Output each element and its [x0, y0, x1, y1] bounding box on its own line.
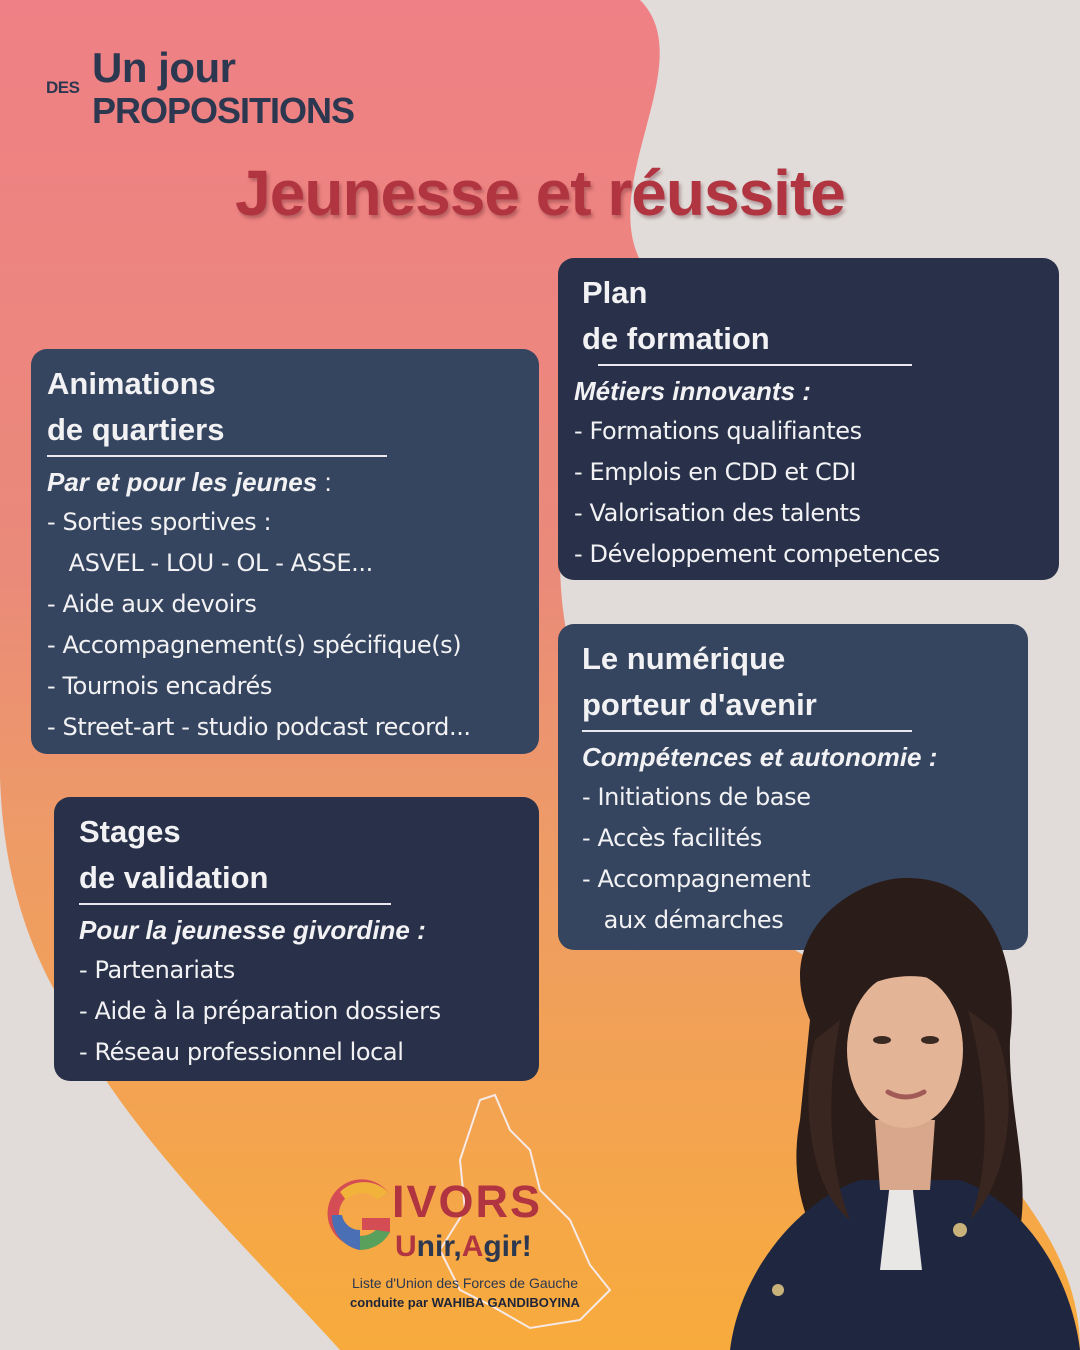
list-item: - Accompagnement(s) spécifique(s): [47, 631, 462, 659]
card-subtitle: [47, 467, 539, 498]
tagline-agir: gir!: [483, 1230, 532, 1263]
list-item: - Accompagnement: [582, 865, 811, 893]
card-subtitle: Pour la jeunesse givordine :: [79, 915, 426, 945]
candidate-portrait: [690, 870, 1080, 1350]
givors-logo: [300, 1090, 630, 1330]
list-item: aux démarches: [582, 906, 784, 934]
card-stages-validation: [54, 797, 539, 1081]
title-underline: [598, 364, 912, 366]
title-underline: [47, 455, 387, 457]
card-subtitle: Compétences et autonomie :: [582, 742, 938, 772]
card-title-line1: Le numérique: [582, 641, 786, 676]
card-plan-formation: [558, 258, 1059, 580]
list-item: - Street-art - studio podcast record...: [47, 713, 471, 741]
card-title-line2: de quartiers: [47, 412, 225, 447]
list-item: ASVEL - LOU - OL - ASSE...: [47, 549, 373, 577]
header-un-jour: Un jour: [92, 44, 236, 91]
card-title-line2: porteur d'avenir: [582, 687, 817, 722]
givors-g-icon: [320, 1170, 400, 1260]
logo-leader: conduite par WAHIBA GANDIBOYINA: [350, 1295, 580, 1310]
card-subtitle: Métiers innovants :: [574, 376, 811, 406]
tagline-unir: nir,: [416, 1230, 462, 1263]
subtitle-colon: :: [317, 467, 332, 497]
subtitle-text: Par et pour les jeunes: [47, 467, 318, 497]
list-item: - Partenariats: [79, 956, 235, 984]
header-des: DES: [46, 78, 80, 97]
list-item: - Emplois en CDD et CDI: [574, 458, 857, 486]
list-item: - Aide à la préparation dossiers: [79, 997, 441, 1025]
title-underline: [582, 730, 912, 732]
card-title-line2: de formation: [582, 321, 770, 356]
card-title-line1: Stages: [79, 814, 181, 849]
list-item: - Accès facilités: [582, 824, 762, 852]
list-item: - Réseau professionnel local: [79, 1038, 404, 1066]
card-list: [574, 411, 1059, 575]
tagline-u: U: [395, 1230, 417, 1263]
logo-tagline: [395, 1230, 532, 1264]
card-list: [79, 950, 539, 1073]
logo-subtitle: Liste d'Union des Forces de Gauche: [351, 1275, 579, 1291]
list-item: - Développement competences: [574, 540, 940, 568]
header-propositions: PROPOSITIONS: [92, 90, 355, 131]
list-item: - Valorisation des talents: [574, 499, 861, 527]
page-title: Jeunesse et réussite: [235, 157, 845, 229]
card-list: [47, 502, 539, 748]
list-item: - Initiations de base: [582, 783, 811, 811]
list-item: - Formations qualifiantes: [574, 417, 862, 445]
card-animations-quartiers: [31, 349, 539, 754]
logo-givors-text: IVORS: [392, 1176, 543, 1227]
card-title-line2: de validation: [79, 860, 269, 895]
list-item: - Sorties sportives :: [47, 508, 272, 536]
list-item: - Aide aux devoirs: [47, 590, 257, 618]
card-title-line1: Plan: [582, 275, 648, 310]
card-title-line1: Animations: [47, 366, 216, 401]
tagline-a: A: [461, 1230, 484, 1263]
title-underline: [79, 903, 391, 905]
list-item: - Tournois encadrés: [47, 672, 273, 700]
